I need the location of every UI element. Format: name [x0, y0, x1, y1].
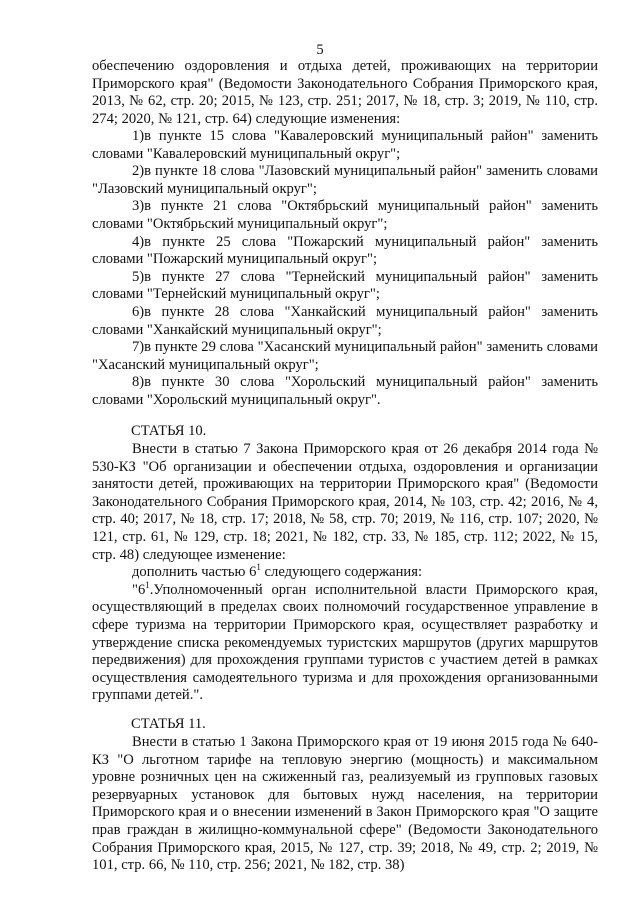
- intro-paragraph: [92, 58, 598, 128]
- list-item: 5)в пункте 27 слова "Тернейский муниципальный район" заменить словами "Тернейский муниципальный округ";: [92, 268, 598, 303]
- article-10-quote: [92, 579, 598, 705]
- list-item: 2)в пункте 18 слова "Лазовский муниципальный район" заменить словами "Лазовский муниципальный округ";: [92, 163, 598, 197]
- intro-text: обеспечению оздоровления и отдыха детей, проживающих на территории Приморского края" (Ведомости Законодательного Собрания Приморского края, 2013, № 62, стр. 20; 2015, № 123, стр. 251; 2017, № 18, стр. 3; 2019, № 110, стр. 274; 2020, № 121, стр. 64) следующие изменения:: [92, 58, 598, 127]
- add-sup: 1: [256, 562, 261, 573]
- quote-pre: "6: [132, 581, 146, 598]
- list-item: 6)в пункте 28 слова "Ханкайский муниципальный район" заменить словами "Ханкайский муниципальный округ";: [92, 303, 598, 338]
- quote-post: .Уполномоченный орган исполнительной власти Приморского края, осуществляющий в пределах своих полномочий государственное управление в сфере туризма на территории Приморского края, осуществляет разработку и утверждение списка рекомендуемых туристских маршрутов (других маршрутов передвижения) для прохождения группами туристов с участием детей в рамках осуществления самодеятельного туризма и для прохождения организованными группами детей.".: [92, 581, 598, 704]
- article-11-body: [92, 734, 598, 875]
- list-item: 1)в пункте 15 слова "Кавалеровский муниципальный район" заменить словами "Кавалеровский муниципальный округ";: [92, 128, 598, 162]
- article-11-text: Внести в статью 1 Закона Приморского края от 19 июня 2015 года № 640-КЗ "О льготном тарифе на тепловую энергию (мощность) и максимальном уровне розничных цен на сжиженный газ, реализуемый из групповых газовых резервуарных установок для бытовых нужд населения, на территории Приморского края и о внесении изменений в Закон Приморского края "О защите прав граждан в жилищно-коммунальной сфере" (Ведомости Законодательного Собрания Приморского края, 2015, № 127, стр. 39; 2018, № 49, стр. 2; 2019, № 101, стр. 66, № 110, стр. 256; 2021, № 182, стр. 38): [92, 734, 598, 874]
- article-10-add-line: [92, 564, 598, 582]
- article-10-text: Внести в статью 7 Закона Приморского края от 26 декабря 2014 года № 530-КЗ "Об организации и обеспечении отдыха, оздоровления и организации занятости детей, проживающих на территории Приморского края" (Ведомости Законодательного Собрания Приморского края, 2014, № 103, стр. 42; 2016, № 4, стр. 40; 2017, № 18, стр. 17; 2018, № 58, стр. 70; 2019, № 116, стр. 107; 2020, № 121, стр. 61, № 129, стр. 18; 2021, № 182, стр. 33, № 185, стр. 112; 2022, № 15, стр. 48) следующее изменение:: [92, 441, 598, 563]
- article-10-body: [92, 441, 598, 705]
- list-item: 7)в пункте 29 слова "Хасанский муниципальный район" заменить словами "Хасанский муниципальный округ";: [92, 339, 598, 373]
- amendment-list: [92, 128, 598, 410]
- page-number: 5: [316, 42, 324, 58]
- add-pre: дополнить частью 6: [132, 564, 257, 581]
- article-11-heading: СТАТЬЯ 11.: [131, 716, 206, 732]
- list-item: 4)в пункте 25 слова "Пожарский муниципальный район" заменить словами "Пожарский муниципальный округ";: [92, 233, 598, 268]
- article-10-heading: СТАТЬЯ 10.: [131, 423, 207, 439]
- list-item: 3)в пункте 21 слова "Октябрьский муниципальный район" заменить словами "Октябрьский муниципальный округ";: [92, 198, 598, 232]
- list-item: 8)в пункте 30 слова "Хорольский муниципальный район" заменить словами "Хорольский муниципальный округ".: [92, 374, 598, 408]
- quote-sup: 1: [145, 579, 150, 590]
- add-post: следующего содержания:: [260, 564, 423, 581]
